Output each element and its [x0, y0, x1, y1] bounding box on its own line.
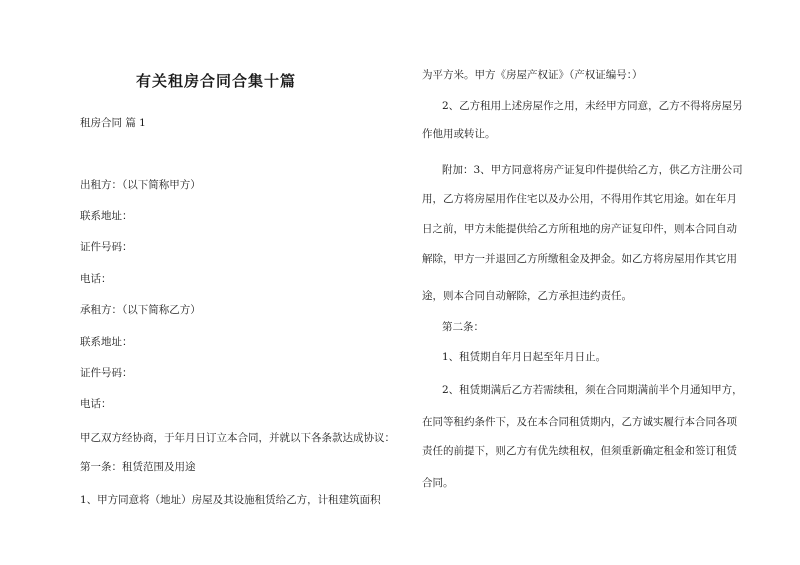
paragraph-line: 责任的前提下，则乙方有优先续租权，但须重新确定租金和签订租赁: [422, 445, 737, 457]
contract-heading: 租房合同 篇 1: [80, 117, 146, 129]
paragraph-line: 解除，甲方一并退回乙方所缴租金及押金。如乙方将房屋用作其它用: [422, 253, 737, 265]
document-title: 有关租房合同合集十篇: [136, 72, 297, 90]
paragraph-line: 2、租赁期满后乙方若需续租，须在合同期满前半个月通知甲方，: [442, 384, 743, 396]
article-two-heading: 第二条：: [442, 321, 484, 333]
article-one-clause-1: 1、甲方同意将（地址）房屋及其设施租赁给乙方，计租建筑面积: [80, 494, 381, 506]
lessee-line: 承租方：（以下简称乙方）: [80, 304, 201, 316]
lessee-address-line: 联系地址：: [80, 336, 133, 348]
agreement-intro: 甲乙双方经协商，于年月日订立本合同，并就以下各条款达成协议：: [80, 432, 395, 444]
paragraph-line: 日之前，甲方未能提供给乙方所租地的房产证复印件，则本合同自动: [422, 223, 737, 235]
lessor-id-line: 证件号码：: [80, 241, 133, 253]
lessee-id-line: 证件号码：: [80, 367, 133, 379]
paragraph-line: 为平方米。甲方《房屋产权证》（产权证编号：）: [422, 69, 643, 81]
lessee-phone-line: 电话：: [80, 398, 112, 410]
paragraph-line: 作他用或转让。: [422, 128, 496, 140]
paragraph-line: 1、租赁期自年月日起至年月日止。: [442, 351, 607, 363]
article-one-heading: 第一条：租赁范围及用途: [80, 461, 196, 473]
paragraph-line: 在同等租约条件下，及在本合同租赁期内，乙方诚实履行本合同各项: [422, 416, 737, 428]
paragraph-line: 合同。: [422, 477, 454, 489]
lessor-phone-line: 电话：: [80, 273, 112, 285]
paragraph-line: 2、乙方租用上述房屋作之用，未经甲方同意，乙方不得将房屋另: [442, 100, 743, 112]
paragraph-line: 附加：3、甲方同意将房产证复印件提供给乙方，供乙方注册公司: [442, 164, 743, 176]
lessor-line: 出租方：（以下简称甲方）: [80, 179, 201, 191]
paragraph-line: 途，则本合同自动解除，乙方承担违约责任。: [422, 290, 632, 302]
lessor-address-line: 联系地址：: [80, 210, 133, 222]
paragraph-line: 用，乙方将房屋用作住宅以及办公用，不得用作其它用途。如在年月: [422, 193, 737, 205]
